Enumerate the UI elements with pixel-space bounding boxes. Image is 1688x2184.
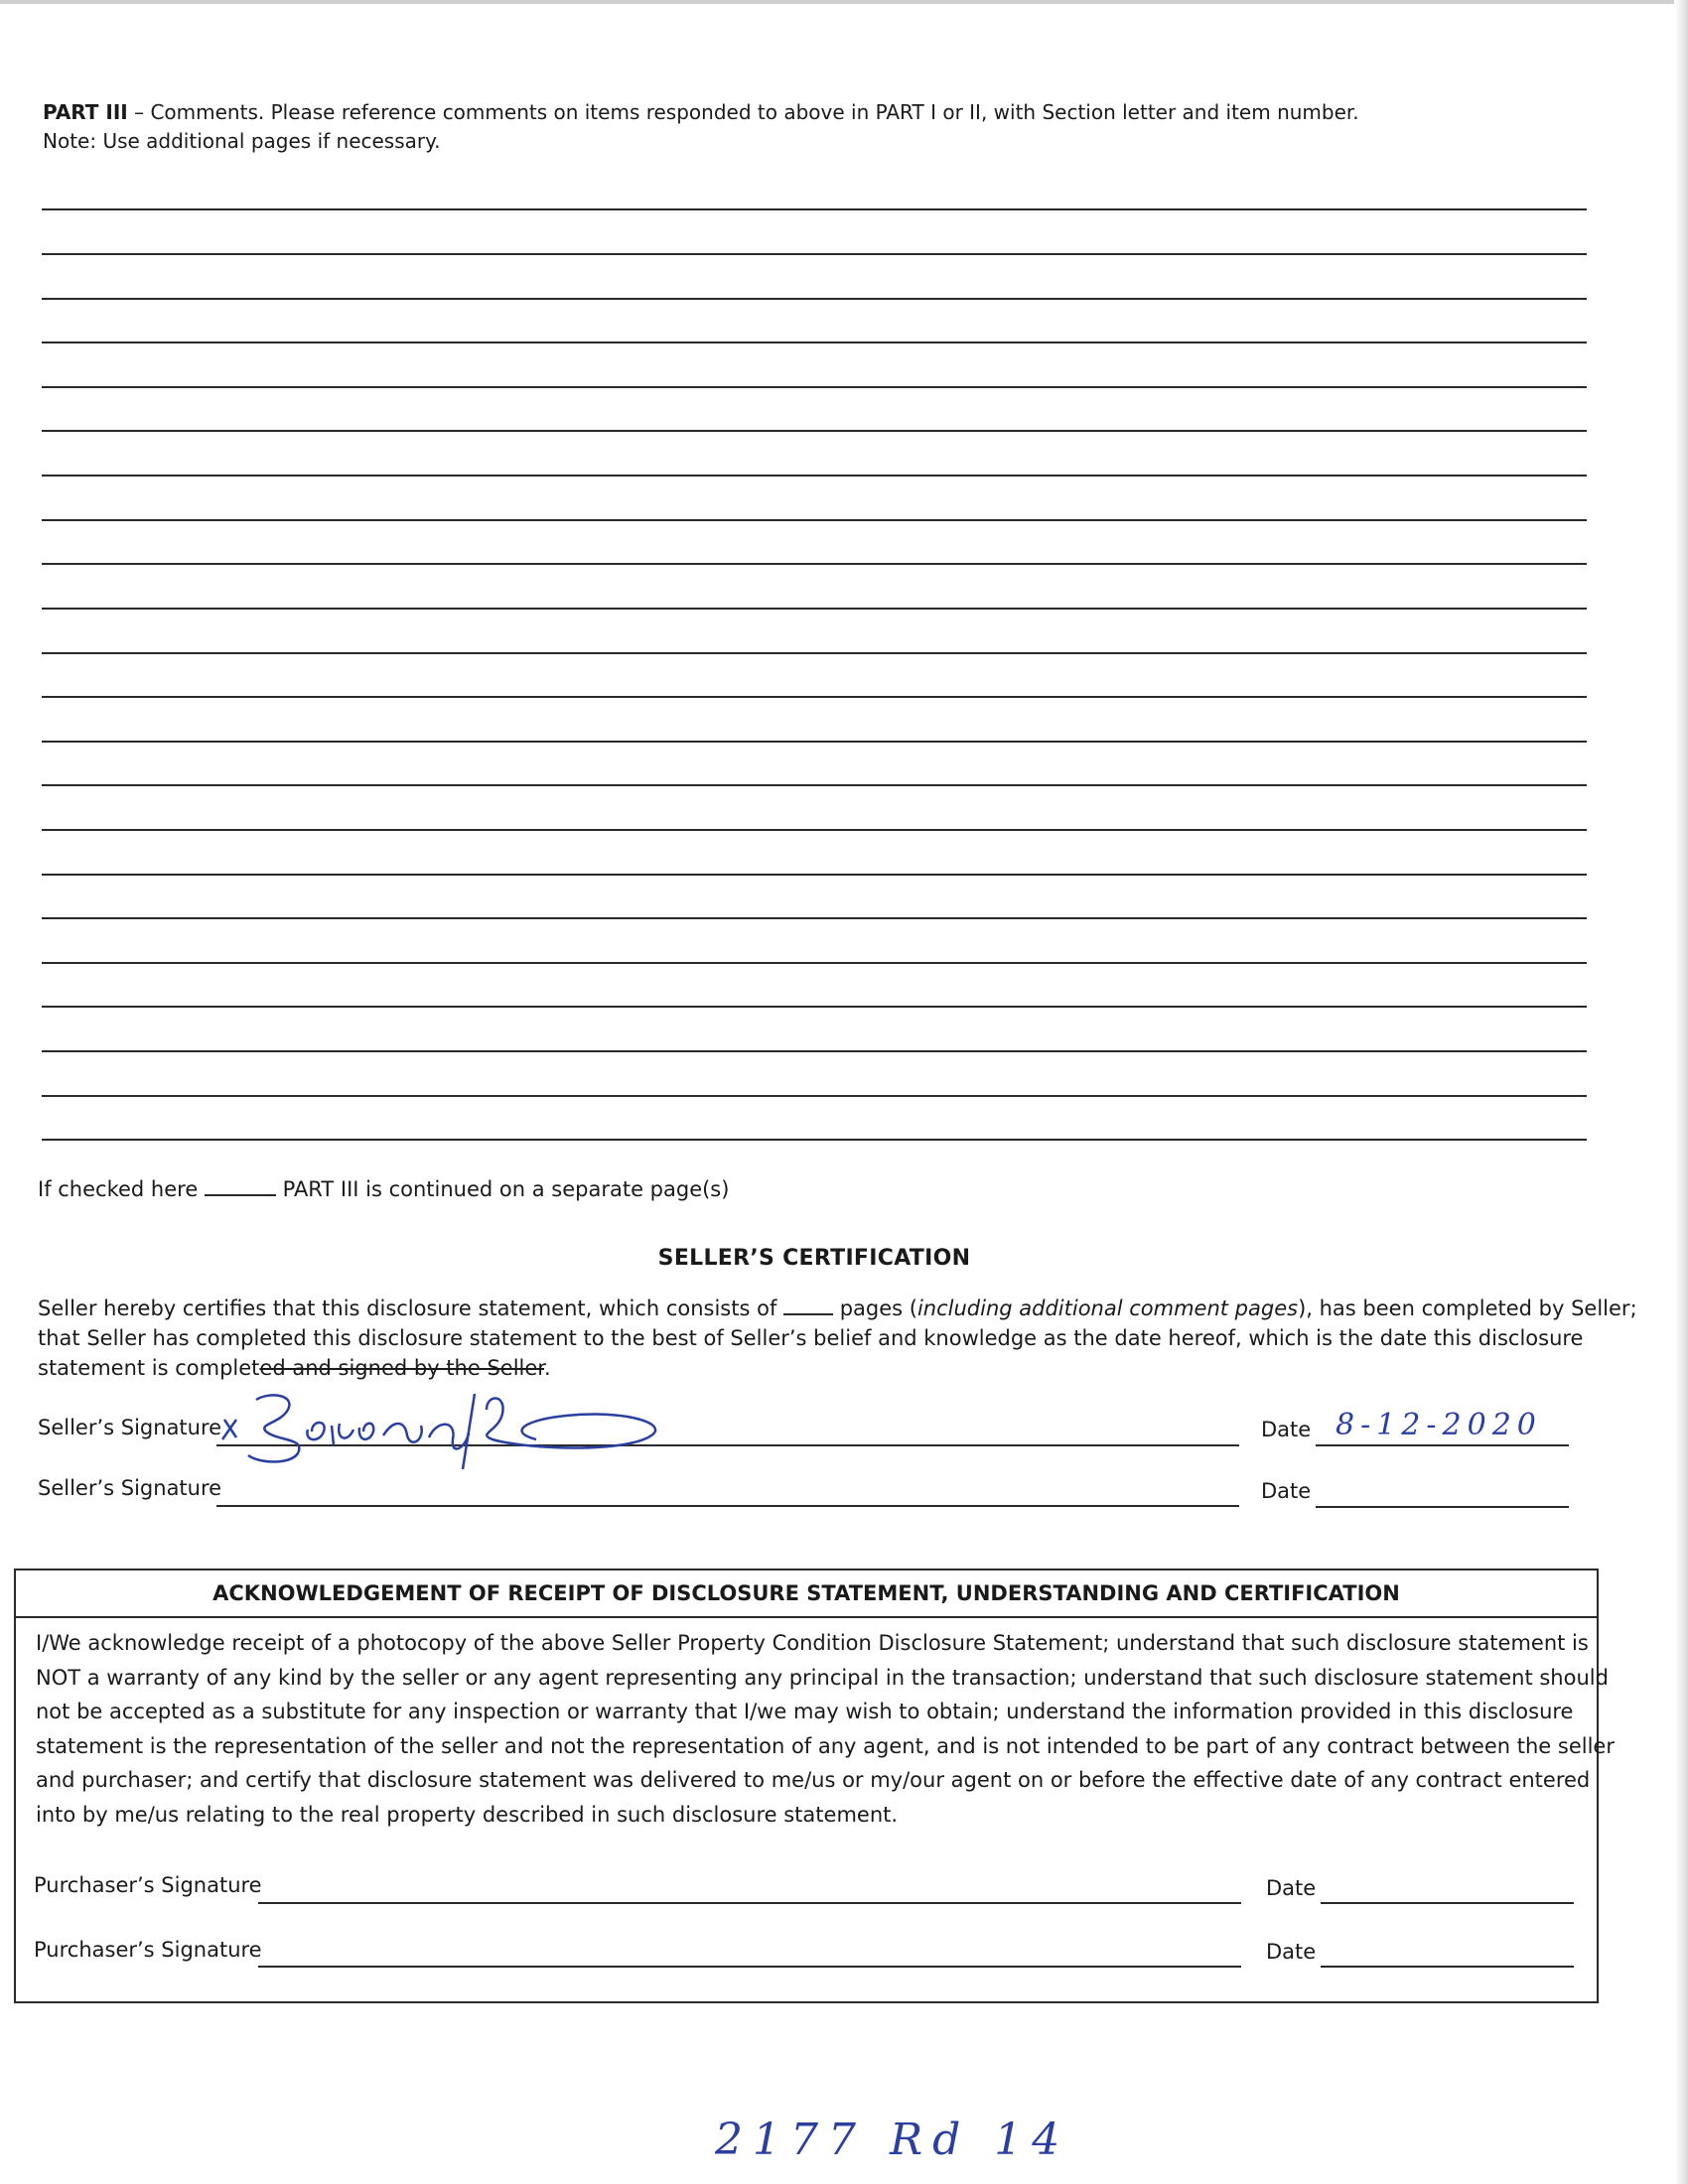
comment-line[interactable]	[42, 608, 1587, 610]
part3-heading-text: – Comments. Please reference comments on items responded to above in PART I or II, with Section letter and item number.	[127, 100, 1359, 124]
seller-signature-scribble	[209, 1380, 665, 1474]
purchaser-signature-line-2[interactable]	[258, 1966, 1241, 1968]
ack-line: into by me/us relating to the real property described in such disclosure statement.	[36, 1802, 899, 1827]
page-count-blank[interactable]	[783, 1294, 833, 1315]
seller-date-line-2[interactable]	[1316, 1506, 1569, 1508]
continuation-check-blank[interactable]	[205, 1174, 276, 1196]
cert-line1-b: pages (	[833, 1297, 917, 1320]
ack-line: statement is the representation of the seller and not the representation of any agent, and is not intended to be part of any contract between the seller	[36, 1733, 1615, 1758]
continuation-prefix: If checked here	[38, 1177, 199, 1201]
comment-line[interactable]	[42, 563, 1587, 565]
purchaser-date-label-2: Date	[1266, 1940, 1317, 1964]
scan-edge-right	[1674, 0, 1688, 2184]
comment-line[interactable]	[42, 386, 1587, 388]
comment-line[interactable]	[42, 341, 1587, 343]
certification-title: SELLER’S CERTIFICATION	[657, 1246, 971, 1271]
cert-line1-a: Seller hereby certifies that this disclosure statement, which consists of	[38, 1297, 784, 1320]
handwritten-address: 2177 Rd 14	[715, 2115, 1070, 2165]
comment-line[interactable]	[42, 475, 1587, 477]
comment-line[interactable]	[42, 962, 1587, 964]
comment-line[interactable]	[42, 696, 1587, 698]
comment-line[interactable]	[42, 1139, 1587, 1141]
cert-line3-a: statement is complet	[38, 1356, 260, 1380]
comment-line[interactable]	[42, 741, 1587, 743]
comment-line[interactable]	[42, 1050, 1587, 1052]
part3-heading	[43, 97, 1359, 127]
purchaser-date-line-2[interactable]	[1321, 1966, 1574, 1968]
acknowledgement-text	[36, 1626, 1615, 1832]
cert-line3-c: .	[544, 1356, 551, 1380]
scan-edge-top	[0, 0, 1688, 4]
comment-line[interactable]	[42, 917, 1587, 919]
comment-line[interactable]	[42, 784, 1587, 786]
purchaser-signature-label-1: Purchaser’s Signature	[34, 1873, 262, 1897]
comment-line[interactable]	[42, 298, 1587, 300]
ack-line: NOT a warranty of any kind by the seller or any agent representing any principal in the transaction; understand that such disclosure statement should	[36, 1665, 1609, 1690]
part3-label: PART III	[43, 100, 128, 124]
cert-line3-b: ed and signed by the Seller	[259, 1356, 544, 1380]
ack-line: and purchaser; and certify that disclosure statement was delivered to me/us or my/our agent on or before the effective date of any contract entered	[36, 1768, 1591, 1792]
seller-date-label-2: Date	[1261, 1479, 1312, 1503]
seller-signature-line-2[interactable]	[216, 1505, 1239, 1507]
part3-note: Note: Use additional pages if necessary.	[43, 129, 441, 153]
comment-line[interactable]	[42, 208, 1587, 210]
comment-line[interactable]	[42, 253, 1587, 255]
seller-signature-label-2: Seller’s Signature	[38, 1476, 222, 1500]
purchaser-date-label-1: Date	[1266, 1876, 1317, 1900]
comment-line[interactable]	[42, 1006, 1587, 1008]
cert-line1-c: ), has been completed by Seller;	[1298, 1297, 1637, 1320]
comment-line[interactable]	[42, 874, 1587, 876]
cert-line2: that Seller has completed this disclosure statement to the best of Seller’s belief and knowledge as the date hereof, which is the date this disclosure	[38, 1326, 1584, 1350]
purchaser-date-line-1[interactable]	[1321, 1902, 1574, 1904]
comment-line[interactable]	[42, 519, 1587, 521]
ack-line: I/We acknowledge receipt of a photocopy of the above Seller Property Condition Disclosure Statement; understand that such disclosure statement is	[36, 1631, 1589, 1655]
comment-line[interactable]	[42, 829, 1587, 831]
comment-line[interactable]	[42, 1095, 1587, 1097]
continuation-suffix: PART III is continued on a separate page(s)	[282, 1177, 730, 1201]
ack-line: not be accepted as a substitute for any inspection or warranty that I/we may wish to obtain; understand the information provided in this disclosure	[36, 1700, 1574, 1723]
continuation-row	[38, 1174, 729, 1204]
cert-line1-italic: including additional comment pages	[916, 1297, 1299, 1320]
comment-line[interactable]	[42, 430, 1587, 432]
certification-text	[38, 1294, 1637, 1383]
purchaser-signature-line-1[interactable]	[258, 1902, 1241, 1904]
acknowledgement-title: ACKNOWLEDGEMENT OF RECEIPT OF DISCLOSURE STATEMENT, UNDERSTANDING AND CERTIFICATION	[16, 1570, 1597, 1618]
seller-signature-label-1: Seller’s Signature	[38, 1416, 222, 1439]
comment-line[interactable]	[42, 652, 1587, 654]
seller-date-line-1[interactable]	[1316, 1444, 1569, 1446]
seller-date-value-1: 8-12-2020	[1336, 1408, 1542, 1442]
purchaser-signature-label-2: Purchaser’s Signature	[34, 1938, 262, 1962]
acknowledgement-box	[14, 1569, 1615, 2003]
seller-date-label-1: Date	[1261, 1418, 1312, 1441]
